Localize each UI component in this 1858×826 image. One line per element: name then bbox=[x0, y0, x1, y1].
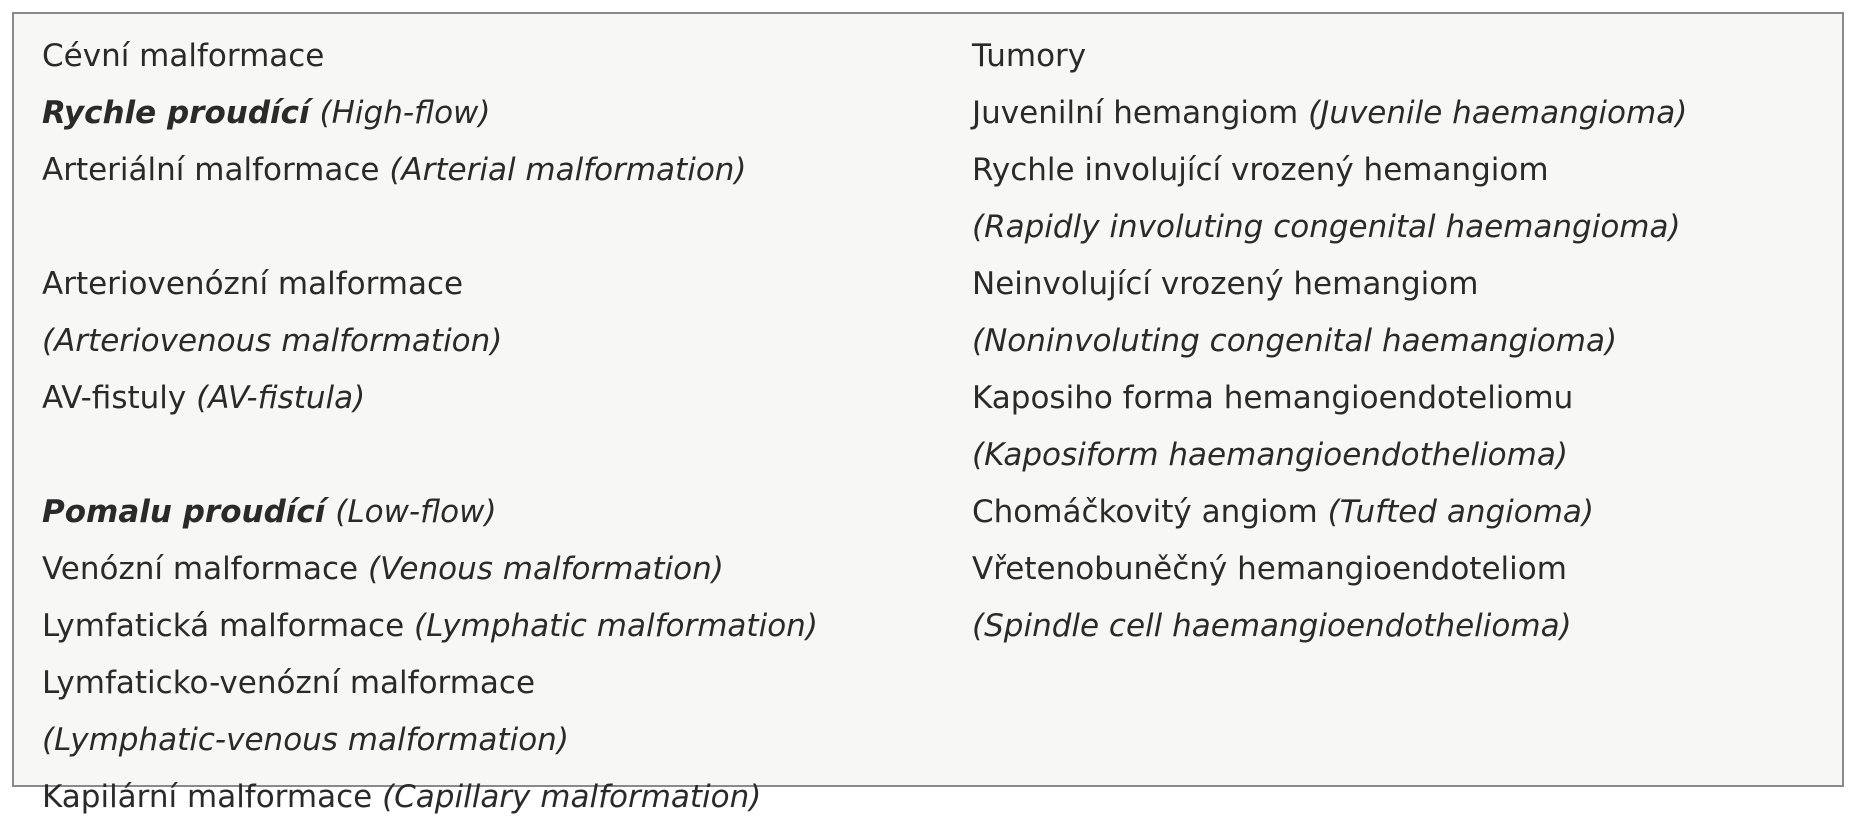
item-label-en: (Arterial malformation) bbox=[389, 152, 747, 188]
item-label-cz: Lymfatická malformace bbox=[42, 608, 405, 644]
list-item-lymphatic-venous-en: (Lymphatic-venous malformation) bbox=[42, 722, 569, 758]
item-label-en: (Capillary malformation) bbox=[382, 779, 762, 815]
list-item-venous bbox=[42, 541, 818, 598]
item-label-cz: Venózní malformace bbox=[42, 551, 359, 587]
column-heading-tumors: Tumory bbox=[972, 38, 1087, 74]
category-label-en: (Low-flow) bbox=[335, 494, 497, 530]
list-item-av-fistula bbox=[42, 370, 818, 427]
classification-table bbox=[12, 12, 1844, 815]
item-label-cz: Chomáčkovitý angiom bbox=[972, 494, 1318, 530]
list-item-spindle-cz: Vřetenobuněčný hemangioendoteliom bbox=[972, 551, 1567, 587]
list-item-tufted bbox=[972, 484, 1687, 541]
list-item-lymphatic bbox=[42, 598, 818, 655]
category-label-en: (High-flow) bbox=[319, 95, 491, 131]
category-low-flow bbox=[42, 484, 818, 541]
spacer bbox=[42, 427, 818, 484]
item-label-en: (Lymphatic malformation) bbox=[414, 608, 818, 644]
list-item-kaposiform-en: (Kaposiform haemangioendothelioma) bbox=[972, 437, 1568, 473]
list-item-spindle-en: (Spindle cell haemangioendothelioma) bbox=[972, 608, 1572, 644]
item-label-en: (Tufted angioma) bbox=[1327, 494, 1595, 530]
column-heading-malformations: Cévní malformace bbox=[42, 38, 325, 74]
category-label-cz: Pomalu proudící bbox=[42, 494, 326, 530]
list-item-kaposiform-cz: Kaposiho forma hemangioendoteliomu bbox=[972, 380, 1574, 416]
list-item-noninvoluting-en: (Noninvoluting congenital haemangioma) bbox=[972, 323, 1618, 359]
item-label-cz: Kapilární malformace bbox=[42, 779, 373, 815]
list-item-arteriovenous-en: (Arteriovenous malformation) bbox=[42, 323, 503, 359]
vascular-malformations-column bbox=[42, 28, 818, 826]
list-item-arteriovenous-cz: Arteriovenózní malformace bbox=[42, 266, 464, 302]
list-item-capillary bbox=[42, 769, 818, 826]
list-item-noninvoluting-cz: Neinvolující vrozený hemangiom bbox=[972, 266, 1479, 302]
list-item-juvenile bbox=[972, 85, 1687, 142]
spacer bbox=[42, 199, 818, 256]
item-label-en: (Juvenile haemangioma) bbox=[1308, 95, 1688, 131]
list-item-lymphatic-venous-cz: Lymfaticko-venózní malformace bbox=[42, 665, 536, 701]
list-item-rapidly-involuting-cz: Rychle involující vrozený hemangiom bbox=[972, 152, 1549, 188]
category-high-flow bbox=[42, 85, 818, 142]
list-item-arterial bbox=[42, 142, 818, 199]
tumors-column bbox=[972, 28, 1687, 655]
list-item-rapidly-involuting-en: (Rapidly involuting congenital haemangioma) bbox=[972, 209, 1681, 245]
item-label-cz: Juvenilní hemangiom bbox=[972, 95, 1299, 131]
item-label-en: (Venous malformation) bbox=[367, 551, 724, 587]
category-label-cz: Rychle proudící bbox=[42, 95, 310, 131]
item-label-en: (AV-fistula) bbox=[196, 380, 366, 416]
item-label-cz: Arteriální malformace bbox=[42, 152, 380, 188]
item-label-cz: AV-fistuly bbox=[42, 380, 187, 416]
